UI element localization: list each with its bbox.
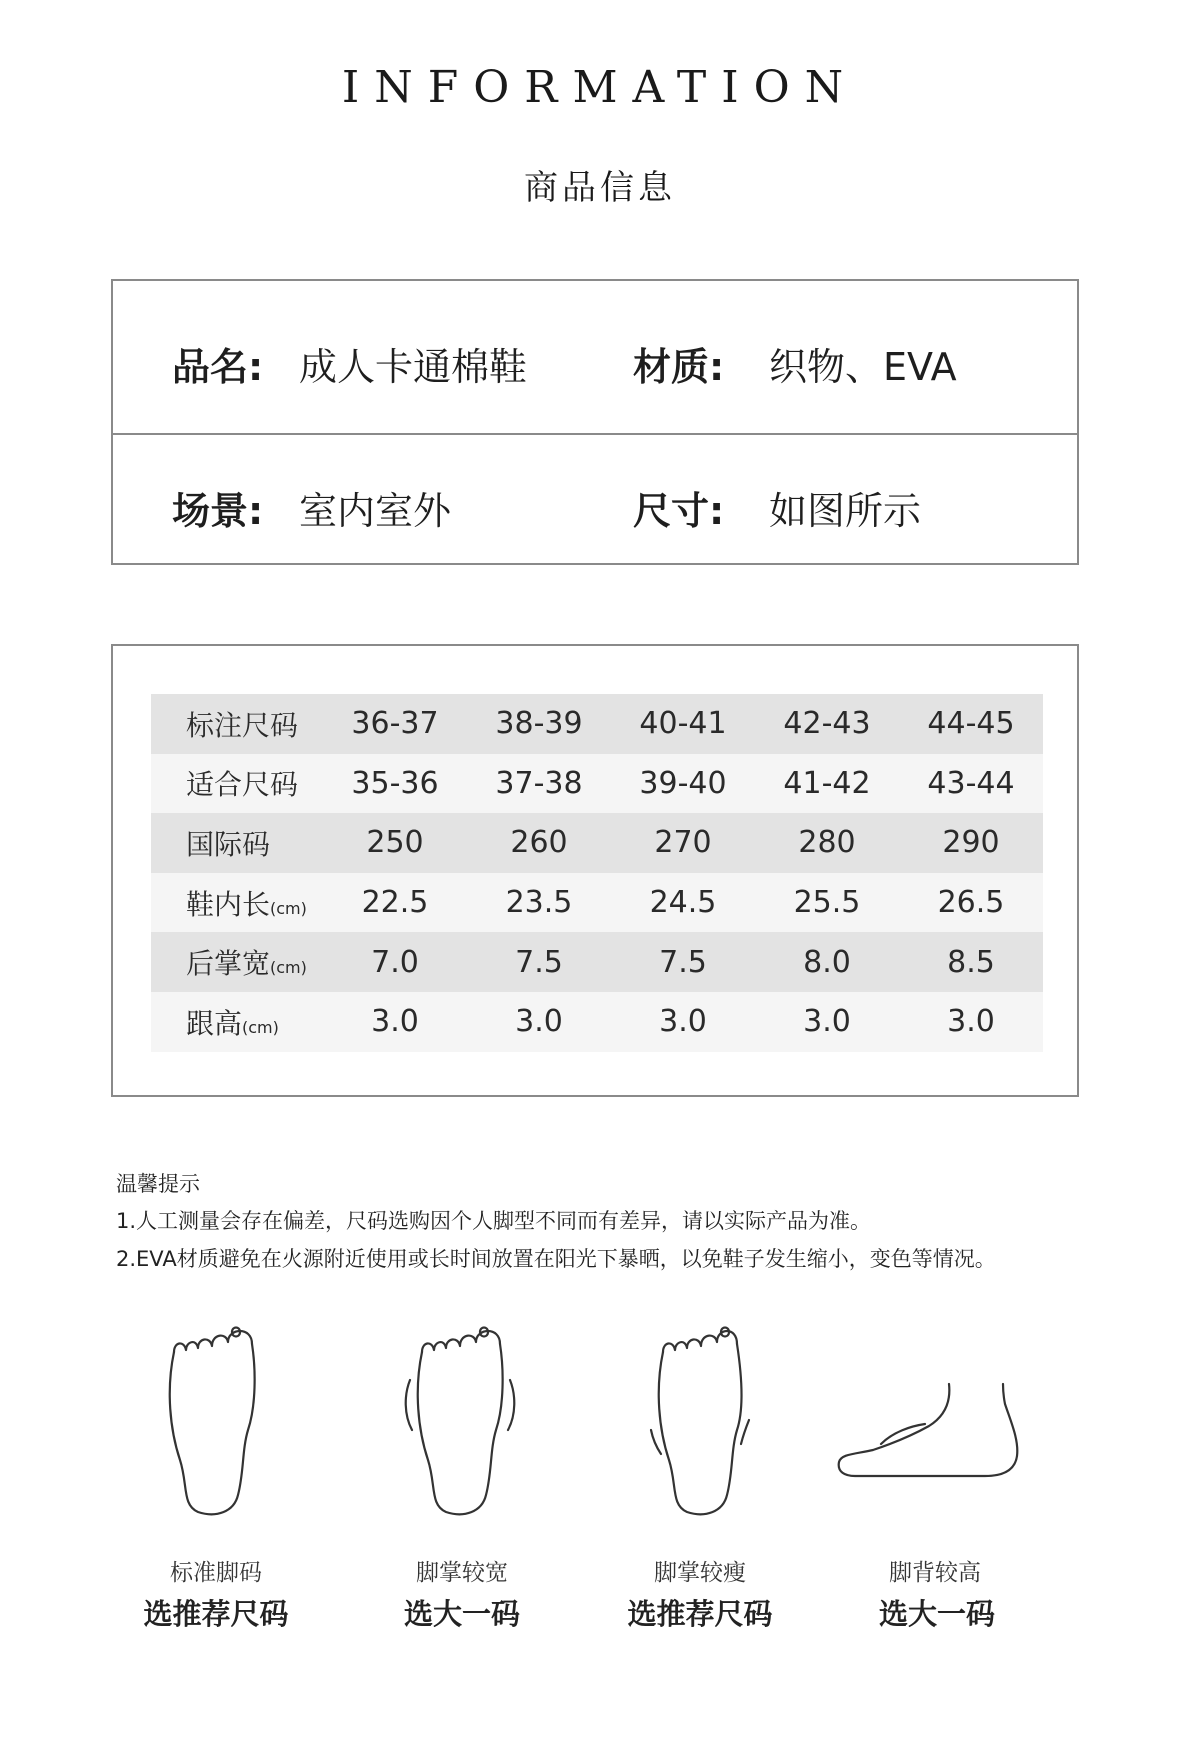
size-label: 尺寸: [633, 489, 725, 533]
table-cell: 36-37 [323, 694, 467, 754]
foot-advice-label: 选推荐尺码 [627, 1597, 773, 1631]
table-cell: 25.5 [755, 873, 899, 933]
product-name-label: 品名: [172, 345, 264, 389]
table-row [151, 873, 1043, 933]
table-row [151, 813, 1043, 873]
title-english: INFORMATION [341, 62, 859, 113]
scene-label: 场景: [172, 489, 264, 533]
foot-advice-label: 选大一码 [403, 1597, 520, 1631]
table-cell: 270 [611, 813, 755, 873]
foot-type-label: 脚掌较宽 [416, 1560, 508, 1586]
table-cell: 37-38 [467, 754, 611, 814]
table-cell: 38-39 [467, 694, 611, 754]
row-label: 鞋内长(cm) [151, 873, 323, 933]
table-row [151, 932, 1043, 992]
foot-advice-label: 选大一码 [878, 1597, 995, 1631]
table-cell: 22.5 [323, 873, 467, 933]
material-label: 材质: [633, 345, 725, 389]
table-cell: 250 [323, 813, 467, 873]
table-cell: 41-42 [755, 754, 899, 814]
table-cell: 8.0 [755, 932, 899, 992]
foot-type-label: 标准脚码 [170, 1560, 262, 1586]
table-cell: 40-41 [611, 694, 755, 754]
info-row-2 [113, 435, 1077, 565]
table-cell: 280 [755, 813, 899, 873]
table-cell: 3.0 [899, 992, 1043, 1052]
table-cell: 23.5 [467, 873, 611, 933]
product-info-box [111, 279, 1079, 565]
high-instep-foot-icon [835, 1380, 1025, 1490]
table-row [151, 694, 1043, 754]
size-table [151, 694, 1043, 1052]
tips-title: 温馨提示 [116, 1172, 200, 1196]
row-label: 标注尺码 [151, 694, 323, 754]
foot-type-label: 脚背较高 [889, 1560, 981, 1586]
row-label: 跟高(cm) [151, 992, 323, 1052]
size-table-box [111, 644, 1079, 1097]
foot-type-label: 脚掌较瘦 [654, 1560, 746, 1586]
row-label: 适合尺码 [151, 754, 323, 814]
table-cell: 3.0 [611, 992, 755, 1052]
table-cell: 3.0 [467, 992, 611, 1052]
table-cell: 39-40 [611, 754, 755, 814]
table-cell: 290 [899, 813, 1043, 873]
table-cell: 7.5 [467, 932, 611, 992]
row-label: 国际码 [151, 813, 323, 873]
table-cell: 43-44 [899, 754, 1043, 814]
material-value: 织物、EVA [769, 345, 957, 389]
table-cell: 3.0 [755, 992, 899, 1052]
table-cell: 7.5 [611, 932, 755, 992]
row-label: 后掌宽(cm) [151, 932, 323, 992]
table-cell: 260 [467, 813, 611, 873]
table-cell: 8.5 [899, 932, 1043, 992]
thin-foot-icon [645, 1320, 755, 1520]
title-chinese: 商品信息 [524, 168, 676, 208]
product-name-value: 成人卡通棉鞋 [299, 345, 528, 389]
table-cell: 44-45 [899, 694, 1043, 754]
table-cell: 26.5 [899, 873, 1043, 933]
size-value: 如图所示 [769, 489, 922, 533]
foot-advice-label: 选推荐尺码 [143, 1597, 289, 1631]
info-row-1 [113, 281, 1077, 435]
tip-line-1: 1.人工测量会存在偏差，尺码选购因个人脚型不同而有差异，请以实际产品为准。 [116, 1209, 872, 1233]
scene-value: 室内室外 [299, 489, 452, 533]
standard-foot-icon [160, 1320, 270, 1520]
table-row [151, 992, 1043, 1052]
wide-foot-icon [400, 1320, 520, 1520]
table-cell: 3.0 [323, 992, 467, 1052]
table-row [151, 754, 1043, 814]
table-cell: 7.0 [323, 932, 467, 992]
table-cell: 35-36 [323, 754, 467, 814]
table-cell: 24.5 [611, 873, 755, 933]
table-cell: 42-43 [755, 694, 899, 754]
tip-line-2: 2.EVA材质避免在火源附近使用或长时间放置在阳光下暴晒，以免鞋子发生缩小，变色等情况。 [116, 1247, 996, 1271]
